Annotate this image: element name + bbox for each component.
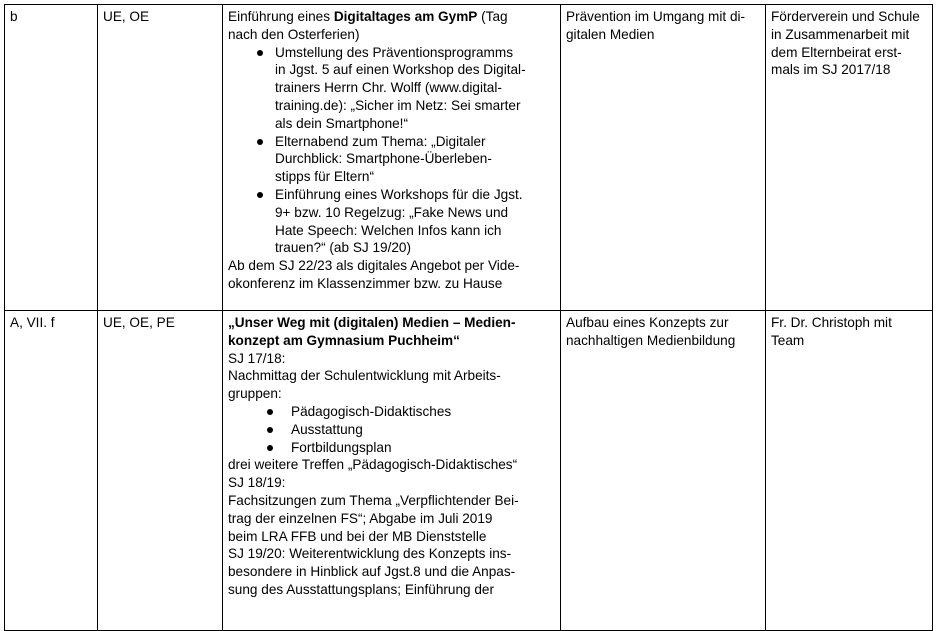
- intro-bold: Digitaltages am GymP: [333, 9, 478, 24]
- list-item: [228, 421, 556, 439]
- list-item-text: Elternabend zum Thema: „Digitaler: [275, 133, 486, 149]
- cell-code: [5, 311, 98, 631]
- cell-text: dem Elternbeirat erst-: [771, 44, 902, 60]
- cell-category: [98, 311, 223, 631]
- body-text: Fachsitzungen zum Thema „Verpflichtender Bei-: [228, 492, 519, 508]
- cell-responsible: [766, 311, 933, 631]
- outro-text: okonferenz im Klassenzimmer bzw. zu Hause: [228, 275, 503, 291]
- list-item-text: Hate Speech: Welchen Infos kann ich: [275, 222, 502, 238]
- body-text: SJ 19/20: Weiterentwicklung des Konzepts ins-: [228, 546, 512, 562]
- list-item: [228, 439, 556, 457]
- list-item-text: als dein Smartphone!“: [275, 115, 408, 131]
- intro-line-2: nach den Osterferien): [228, 26, 360, 42]
- body-text: besondere in Hinblick auf Jgst.8 und die Anpas-: [228, 564, 516, 580]
- cell-text: UE, OE: [103, 9, 150, 24]
- body-text: drei weitere Treffen „Pädagogisch-Didaktisches“: [228, 457, 518, 473]
- intro-prefix: Einführung eines: [228, 9, 334, 24]
- body-text: beim LRA FFB und bei der MB Dienststelle: [228, 528, 487, 544]
- document-table: [4, 4, 933, 631]
- list-item-text: 9+ bzw. 10 Regelzug: „Fake News und: [275, 204, 509, 220]
- cell-text: UE, OE, PE: [103, 315, 175, 330]
- cell-text: Fr. Dr. Christoph mit: [771, 315, 892, 330]
- cell-text: A, VII. f: [10, 315, 55, 330]
- table-row: [5, 5, 933, 311]
- list-item-text: trauen?“ (ab SJ 19/20): [275, 240, 412, 256]
- bullet-icon: [267, 409, 273, 415]
- section-title: konzept am Gymnasium Puchheim“: [228, 332, 460, 348]
- cell-text: Team: [771, 332, 805, 348]
- body-text: SJ 18/19:: [228, 475, 286, 491]
- cell-goal: [561, 311, 766, 631]
- cell-text: nachhaltigen Medienbildung: [566, 332, 736, 348]
- list-item: [228, 403, 556, 421]
- list-item-text: Pädagogisch-Didaktisches: [291, 403, 452, 419]
- body-text: trag der einzelnen FS“; Abgabe im Juli 2019: [228, 510, 493, 526]
- cell-description: [223, 5, 561, 311]
- list-item-text: stipps für Eltern“: [275, 169, 374, 185]
- cell-text: mals im SJ 2017/18: [771, 62, 891, 78]
- cell-text: Prävention im Umgang mit di-: [566, 9, 746, 24]
- bullet-icon: [257, 139, 263, 145]
- list-item-text: in Jgst. 5 auf einen Workshop des Digital-: [275, 62, 526, 78]
- bullet-icon: [257, 192, 263, 198]
- cell-description: [223, 311, 561, 631]
- cell-code: [5, 5, 98, 311]
- body-text: SJ 17/18:: [228, 350, 286, 366]
- list-item-text: trainers Herrn Chr. Wolff (www.digital-: [275, 80, 502, 96]
- list-item-text: Umstellung des Präventionsprogramms: [275, 44, 513, 60]
- bullet-icon: [267, 427, 273, 433]
- cell-text: gitalen Medien: [566, 26, 655, 42]
- list-item-text: Einführung eines Workshops für die Jgst.: [275, 186, 523, 202]
- body-text: sung des Ausstattungsplans; Einführung der: [228, 581, 495, 597]
- body-text: gruppen:: [228, 386, 282, 402]
- list-item-text: Ausstattung: [291, 421, 363, 437]
- cell-category: [98, 5, 223, 311]
- list-item: [228, 186, 556, 257]
- cell-text: b: [10, 9, 18, 24]
- list-item: [228, 133, 556, 186]
- list-item-text: Durchblick: Smartphone-Überleben-: [275, 151, 492, 167]
- outro-text: Ab dem SJ 22/23 als digitales Angebot per Vide-: [228, 258, 520, 274]
- cell-text: in Zusammenarbeit mit: [771, 26, 910, 42]
- bullet-icon: [257, 50, 263, 56]
- cell-responsible: [766, 5, 933, 311]
- intro-suffix: (Tag: [477, 9, 508, 24]
- list-item: [228, 44, 556, 133]
- cell-text: Förderverein und Schule: [771, 9, 920, 24]
- cell-goal: [561, 5, 766, 311]
- list-item-text: Fortbildungsplan: [291, 439, 392, 455]
- body-text: Nachmittag der Schulentwicklung mit Arbeits-: [228, 368, 501, 384]
- cell-text: Aufbau eines Konzepts zur: [566, 315, 729, 330]
- intro-line: [228, 8, 556, 26]
- section-title: „Unser Weg mit (digitalen) Medien – Medien-: [228, 315, 516, 330]
- table-row: [5, 311, 933, 631]
- list-item-text: training.de): „Sicher im Netz: Sei smarter: [275, 97, 521, 113]
- bullet-icon: [267, 445, 273, 451]
